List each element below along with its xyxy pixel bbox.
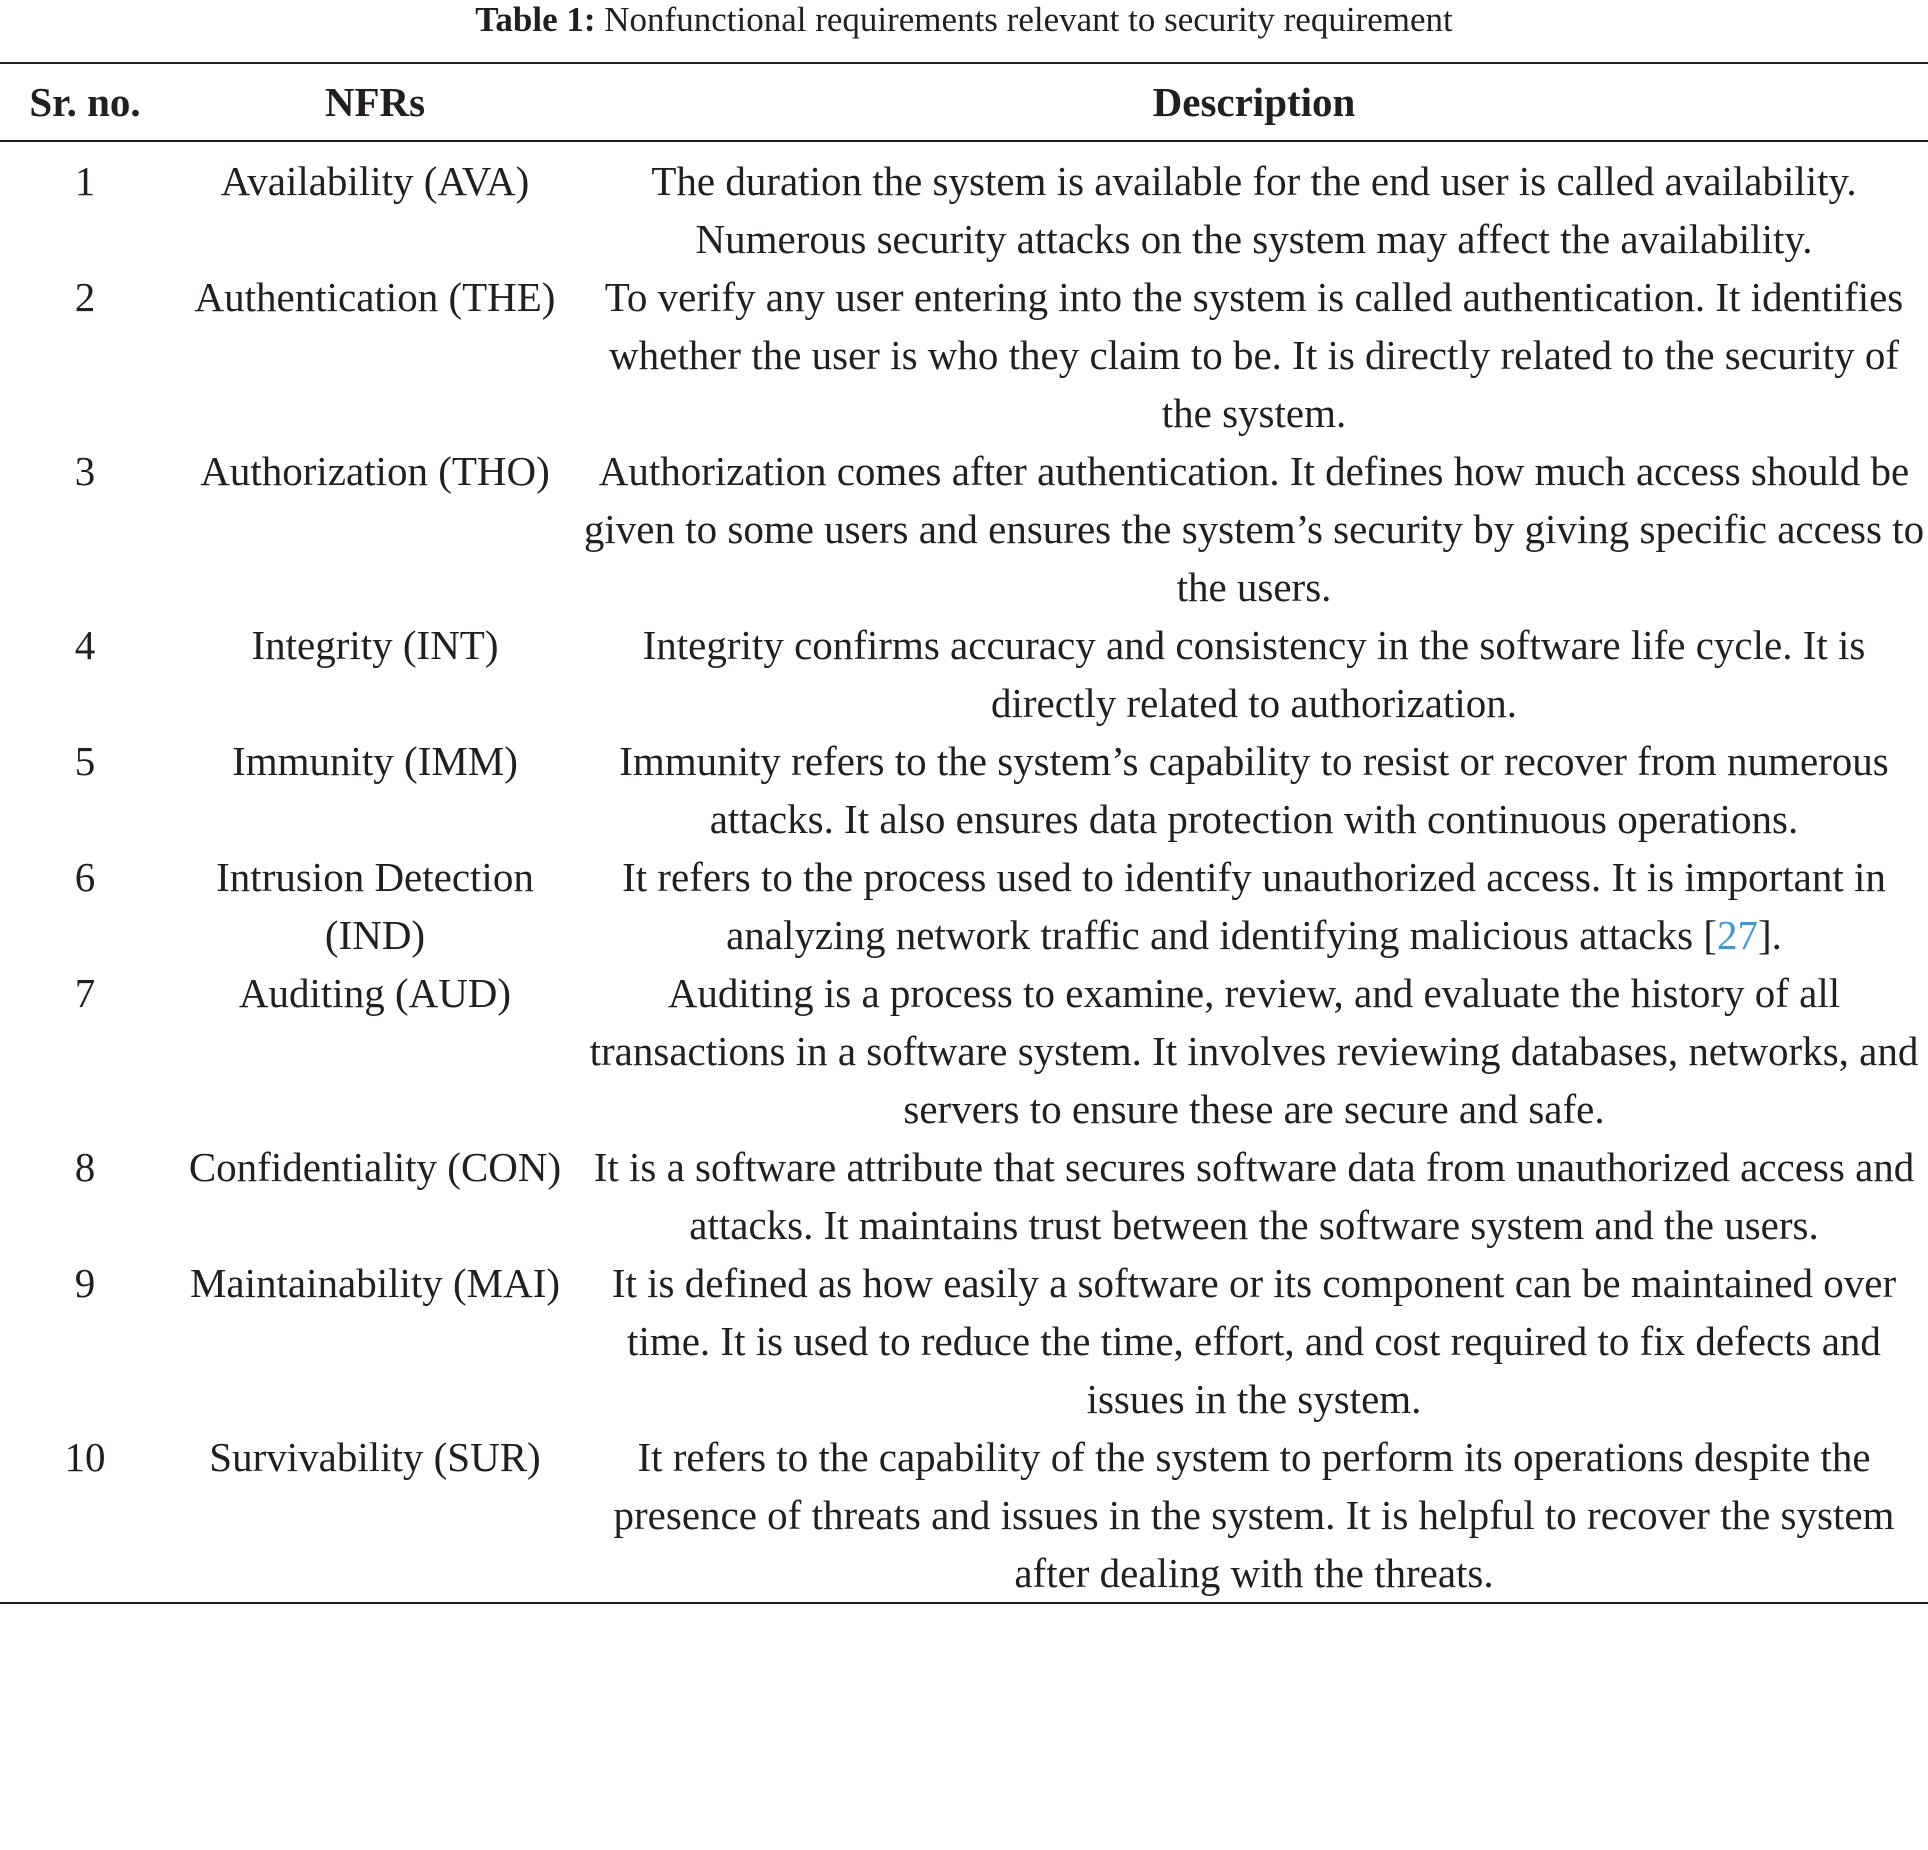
description-text-end: ]. — [1757, 912, 1782, 958]
cell-description: The duration the system is available for the end user is called availability. Numerous security attacks on the system may affect the availability. — [651, 158, 1857, 262]
table-row — [0, 732, 1928, 848]
cell-description: It refers to the capability of the system to perform its operations despite the presence of threats and issues in the system. It is helpful to recover the system after dealing with the threats. — [613, 1434, 1895, 1596]
table-row — [0, 268, 1928, 442]
table-caption — [0, 0, 1928, 62]
cell-nfr: Maintainability (MAI) — [189, 1260, 561, 1306]
citation-link[interactable]: 27 — [1716, 912, 1758, 958]
header-nfrs: NFRs — [324, 79, 426, 125]
caption-text: Nonfunctional requirements relevant to security requirement — [604, 0, 1453, 39]
header-sr-no: Sr. no. — [29, 79, 141, 125]
cell-description: It is a software attribute that secures software data from unauthorized access and attacks. It maintains trust between the software system and the users. — [593, 1144, 1915, 1248]
cell-nfr: Integrity (INT) — [251, 622, 499, 668]
table-row — [0, 616, 1928, 732]
cell-description: To verify any user entering into the system is called authentication. It identifies whether the user is who they claim to be. It is directly related to the security of the system. — [604, 274, 1904, 436]
cell-sr-no: 5 — [74, 738, 96, 784]
cell-nfr: Authentication (THE) — [194, 274, 556, 320]
header-description: Description — [1152, 79, 1356, 125]
caption-label: Table 1: — [475, 0, 596, 39]
table-row — [0, 141, 1928, 268]
table-row — [0, 848, 1928, 964]
cell-description: Immunity refers to the system’s capability to resist or recover from numerous attacks. It also ensures data protection with continuous operations. — [619, 738, 1889, 842]
table-row — [0, 1254, 1928, 1428]
cell-sr-no: 1 — [74, 158, 96, 204]
cell-description — [580, 848, 1928, 964]
cell-nfr: Authorization (THO) — [200, 448, 550, 494]
header-row — [0, 63, 1928, 141]
cell-description: It is defined as how easily a software or its component can be maintained over time. It is used to reduce the time, effort, and cost required to fix defects and issues in the system. — [611, 1260, 1897, 1422]
cell-nfr: Survivability (SUR) — [209, 1434, 541, 1480]
cell-nfr: Confidentiality (CON) — [188, 1144, 562, 1190]
table-row — [0, 442, 1928, 616]
cell-sr-no: 6 — [74, 854, 96, 900]
cell-sr-no: 2 — [74, 274, 96, 320]
cell-nfr: Availability (AVA) — [220, 158, 530, 204]
cell-nfr: Auditing (AUD) — [238, 970, 512, 1016]
table-row — [0, 1428, 1928, 1603]
table-row — [0, 1138, 1928, 1254]
cell-sr-no: 4 — [74, 622, 96, 668]
table-row — [0, 964, 1928, 1138]
cell-description: Auditing is a process to examine, review, and evaluate the history of all transactions in a software system. It involves reviewing databases, networks, and servers to ensure these are secure and safe. — [589, 970, 1919, 1132]
cell-nfr: Intrusion Detection (IND) — [216, 854, 534, 958]
description-text: It refers to the process used to identify unauthorized access. It is important in analyzing network traffic and identifying malicious attacks [ — [622, 854, 1886, 958]
cell-description: Integrity confirms accuracy and consistency in the software life cycle. It is directly related to authorization. — [642, 622, 1866, 726]
cell-sr-no: 10 — [64, 1434, 106, 1480]
nfr-table — [0, 62, 1928, 1604]
cell-sr-no: 3 — [74, 448, 96, 494]
cell-sr-no: 8 — [74, 1144, 96, 1190]
cell-sr-no: 7 — [74, 970, 96, 1016]
cell-nfr: Immunity (IMM) — [232, 738, 518, 784]
cell-description: Authorization comes after authentication. It defines how much access should be given to some users and ensures the system’s security by giving specific access to the users. — [583, 448, 1925, 610]
cell-sr-no: 9 — [74, 1260, 96, 1306]
